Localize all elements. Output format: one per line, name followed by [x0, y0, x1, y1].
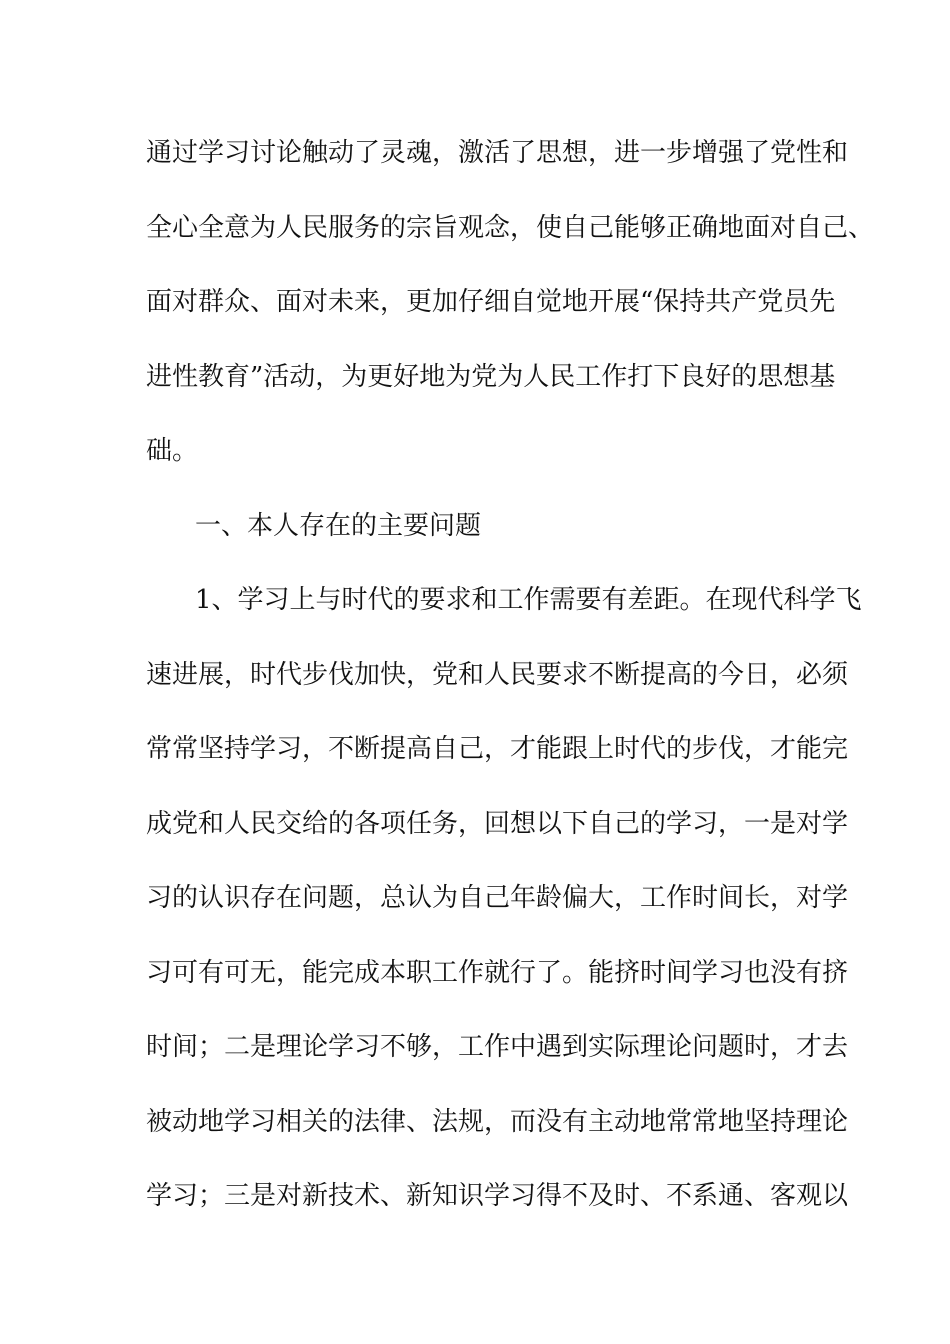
body-text-line: 时间；二是理论学习不够，工作中遇到实际理论问题时，才去 — [146, 1032, 849, 1062]
body-text-line: 学习；三是对新技术、新知识学习得不及时、不系通、客观以 — [146, 1181, 849, 1211]
body-text-line: 1、学习上与时代的要求和工作需要有差距。在现代科学飞 — [195, 585, 862, 615]
body-text-line: 成党和人民交给的各项任务，回想以下自己的学习，一是对学 — [146, 809, 849, 839]
body-text-line: 全心全意为人民服务的宗旨观念，使自己能够正确地面对自己、 — [146, 213, 875, 243]
body-text-line: 被动地学习相关的法律、法规，而没有主动地常常地坚持理论 — [146, 1107, 849, 1137]
body-text-line: 习可有可无，能完成本职工作就行了。能挤时间学习也没有挤 — [146, 958, 849, 988]
body-text-line: 速进展，时代步伐加快，党和人民要求不断提高的今日，必须 — [146, 660, 849, 690]
body-text-line: 常常坚持学习，不断提高自己，才能跟上时代的步伐，才能完 — [146, 734, 849, 764]
body-text-line: 础。 — [146, 436, 199, 466]
section-heading: 一、本人存在的主要问题 — [195, 511, 482, 541]
body-text-line: 面对群众、面对未来，更加仔细自觉地开展“保持共产党员先 — [146, 287, 836, 317]
body-text-line: 习的认识存在问题，总认为自己年龄偏大，工作时间长，对学 — [146, 883, 849, 913]
body-text-line: 通过学习讨论触动了灵魂，激活了思想，进一步增强了党性和 — [146, 138, 849, 168]
body-text-line: 进性教育”活动，为更好地为党为人民工作打下良好的思想基 — [146, 362, 836, 392]
